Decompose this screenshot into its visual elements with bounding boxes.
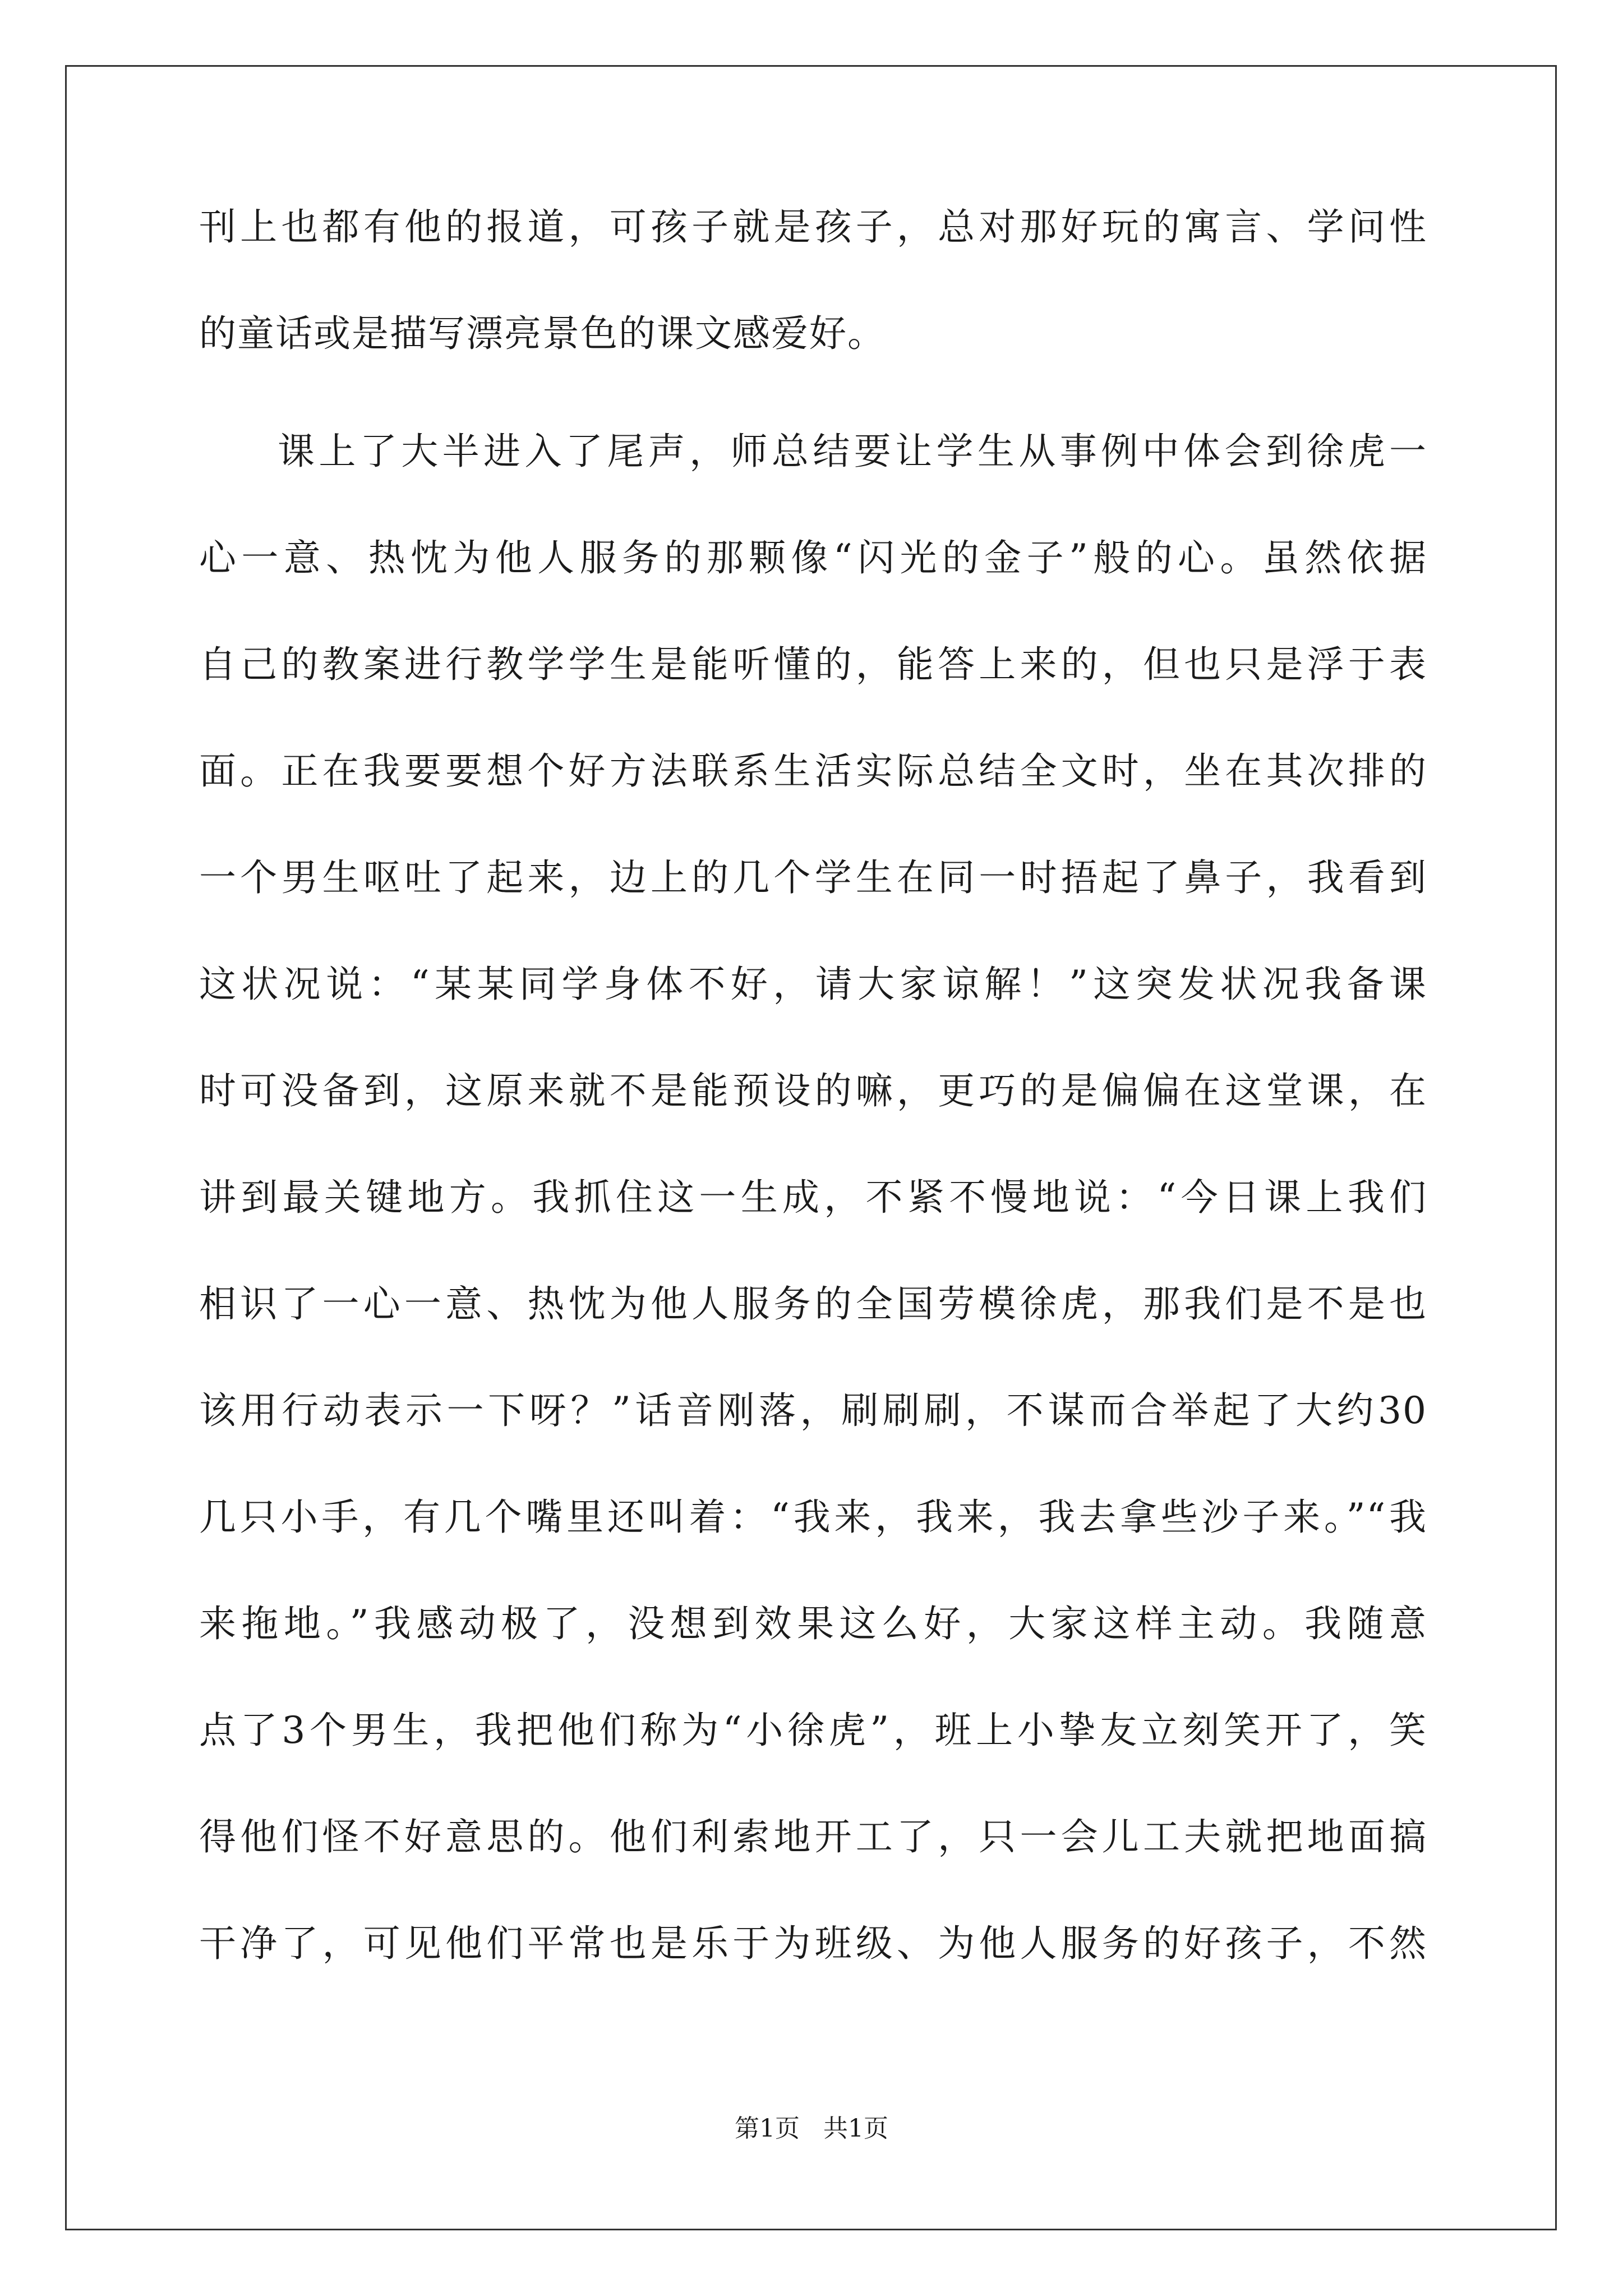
text-line-6: 面。正在我要要想个好方法联系生活实际总结全文时，坐在其次排的	[199, 749, 1427, 793]
text-line-5: 自己的教案进行教学学生是能听懂的，能答上来的，但也只是浮于表	[199, 643, 1427, 686]
page-number-footer: 第1页 共1页	[735, 2114, 888, 2143]
text-line-12: 该用行动表示一下呀？”话音刚落，刷刷刷，不谋而合举起了大约30	[199, 1389, 1427, 1432]
text-line-16: 得他们怪不好意思的。他们利索地开工了，只一会儿工夫就把地面搞	[199, 1815, 1427, 1858]
text-line-17: 干净了，可见他们平常也是乐于为班级、为他人服务的好孩子，不然	[199, 1922, 1427, 1965]
text-line-4: 心一意、热忱为他人服务的那颗像“闪光的金子”般的心。虽然依据	[199, 536, 1427, 579]
text-line-3: 课上了大半进入了尾声，师总结要让学生从事例中体会到徐虎一	[278, 430, 1427, 473]
text-line-15: 点了3个男生，我把他们称为“小徐虎”，班上小挚友立刻笑开了，笑	[199, 1709, 1427, 1752]
text-line-2: 的童话或是描写漂亮景色的课文感爱好。	[199, 312, 886, 355]
text-line-1: 刊上也都有他的报道，可孩子就是孩子，总对那好玩的寓言、学问性	[199, 205, 1427, 249]
text-line-13: 几只小手，有几个嘴里还叫着：“我来，我来，我去拿些沙子来。”“我	[199, 1496, 1427, 1539]
text-line-8: 这状况说：“某某同学身体不好，请大家谅解！”这突发状况我备课	[199, 963, 1427, 1006]
text-line-7: 一个男生呕吐了起来，边上的几个学生在同一时捂起了鼻子，我看到	[199, 856, 1427, 899]
page-border	[65, 65, 1557, 2230]
text-line-9: 时可没备到，这原来就不是能预设的嘛，更巧的是偏偏在这堂课，在	[199, 1069, 1427, 1112]
text-line-11: 相识了一心一意、热忱为他人服务的全国劳模徐虎，那我们是不是也	[199, 1282, 1427, 1326]
text-line-14: 来拖地。”我感动极了，没想到效果这么好，大家这样主动。我随意	[199, 1602, 1427, 1645]
text-line-10: 讲到最关键地方。我抓住这一生成，不紧不慢地说：“今日课上我们	[199, 1176, 1427, 1219]
